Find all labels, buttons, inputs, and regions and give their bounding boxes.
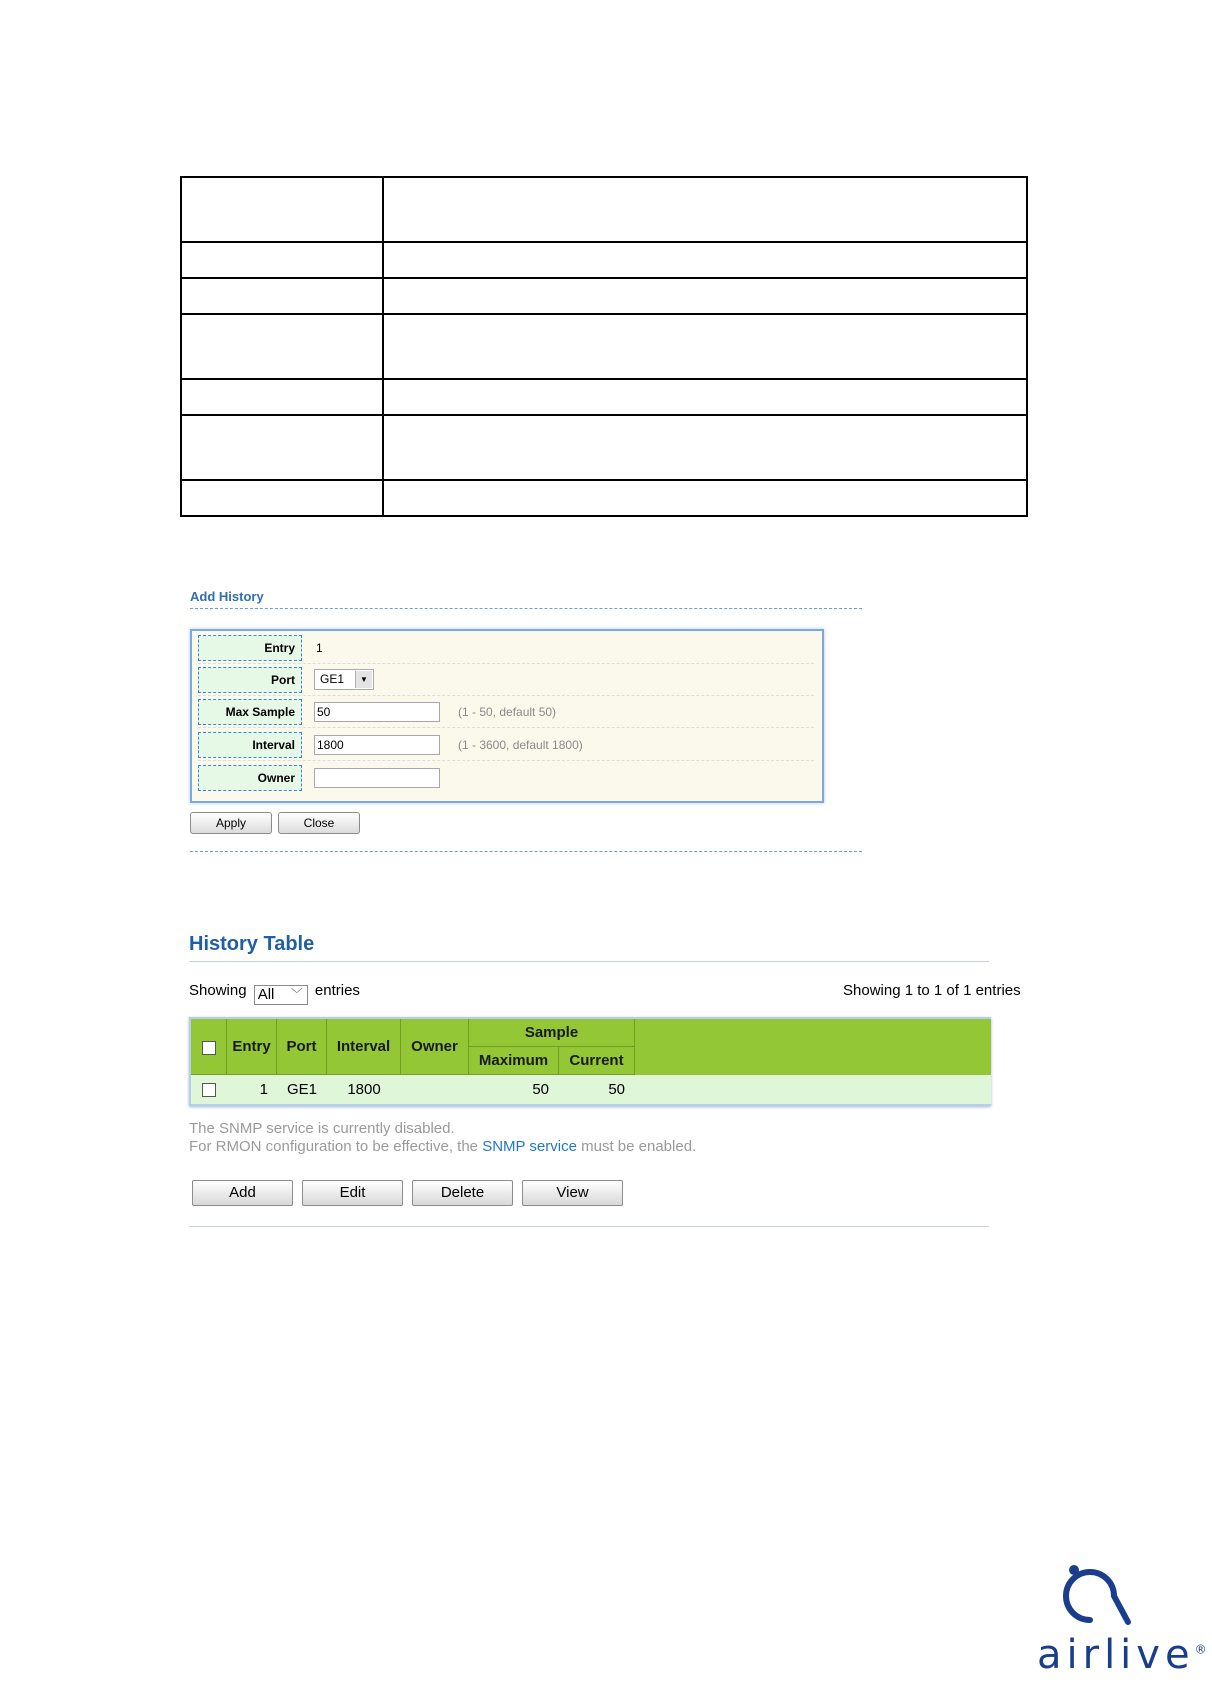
snmp-note-line1: The SNMP service is currently disabled. — [189, 1120, 455, 1137]
select-all-cell — [191, 1019, 227, 1075]
edit-button[interactable]: Edit — [302, 1180, 403, 1206]
chevron-down-icon: ﹀ — [290, 987, 303, 1001]
cell-entry: 1 — [259, 1081, 268, 1098]
add-button[interactable]: Add — [192, 1180, 293, 1206]
history-table — [189, 1017, 991, 1106]
cell-interval: 1800 — [347, 1081, 381, 1098]
showing-suffix: entries — [314, 982, 360, 999]
delete-button[interactable]: Delete — [412, 1180, 513, 1206]
col-current[interactable]: Current — [559, 1047, 635, 1075]
chevron-down-icon[interactable]: ▼ — [355, 671, 372, 688]
interval-row — [198, 730, 814, 761]
port-select[interactable] — [314, 669, 374, 690]
max-sample-hint: (1 - 50, default 50) — [458, 705, 557, 719]
document-table — [180, 176, 1028, 517]
cell-current: 50 — [608, 1081, 625, 1098]
col-maximum[interactable]: Maximum — [469, 1047, 559, 1075]
divider — [190, 608, 862, 609]
col-interval[interactable]: Interval — [327, 1019, 401, 1075]
entries-length-control — [189, 980, 360, 1005]
add-history-form — [190, 629, 824, 803]
history-table-title: History Table — [189, 933, 315, 955]
add-history-title: Add History — [190, 589, 264, 604]
snmp-note-line2 — [189, 1138, 696, 1156]
col-port[interactable]: Port — [277, 1019, 327, 1075]
showing-prefix: Showing — [189, 982, 247, 999]
entry-label: Entry — [198, 635, 302, 661]
logo-wordmark — [1037, 1632, 1212, 1678]
cell-maximum: 50 — [532, 1081, 549, 1098]
cell-port: GE1 — [286, 1081, 317, 1098]
max-sample-row — [198, 697, 814, 728]
row-checkbox[interactable] — [202, 1083, 216, 1097]
owner-row — [198, 763, 814, 793]
col-owner[interactable]: Owner — [401, 1019, 469, 1075]
registered-mark: ® — [1194, 1642, 1212, 1657]
logo-text: airlive — [1037, 1632, 1195, 1678]
snmp-note — [189, 1120, 696, 1156]
note-text-post: must be enabled. — [576, 1138, 697, 1155]
owner-label: Owner — [198, 765, 302, 791]
note-text-pre: For RMON configuration to be effective, the — [189, 1138, 483, 1155]
interval-hint: (1 - 3600, default 1800) — [458, 738, 583, 752]
entry-row — [198, 633, 814, 664]
showing-summary: Showing 1 to 1 of 1 entries — [843, 982, 1021, 999]
entries-select-value: All — [257, 986, 275, 1003]
view-button[interactable]: View — [522, 1180, 623, 1206]
max-sample-input[interactable]: 50 — [314, 702, 440, 722]
table-header — [191, 1019, 991, 1075]
port-label: Port — [198, 667, 302, 693]
interval-label: Interval — [198, 732, 302, 758]
close-button[interactable]: Close — [278, 812, 360, 834]
apply-button[interactable]: Apply — [190, 812, 272, 834]
cell-owner — [401, 1075, 469, 1104]
logo-arc — [1066, 1572, 1128, 1622]
port-select-value: GE1 — [320, 672, 345, 686]
owner-input[interactable] — [314, 768, 440, 788]
snmp-service-link[interactable]: SNMP service — [482, 1138, 577, 1155]
divider — [190, 851, 862, 852]
col-sample: Sample — [469, 1019, 635, 1047]
interval-input[interactable]: 1800 — [314, 735, 440, 755]
divider — [189, 1226, 989, 1227]
table-row[interactable] — [191, 1075, 991, 1106]
entries-select[interactable] — [254, 985, 308, 1005]
max-sample-label: Max Sample — [198, 699, 302, 725]
select-all-checkbox[interactable] — [202, 1041, 216, 1055]
port-row — [198, 665, 814, 696]
entry-value: 1 — [316, 641, 323, 655]
divider — [189, 961, 989, 962]
col-entry[interactable]: Entry — [227, 1019, 277, 1075]
